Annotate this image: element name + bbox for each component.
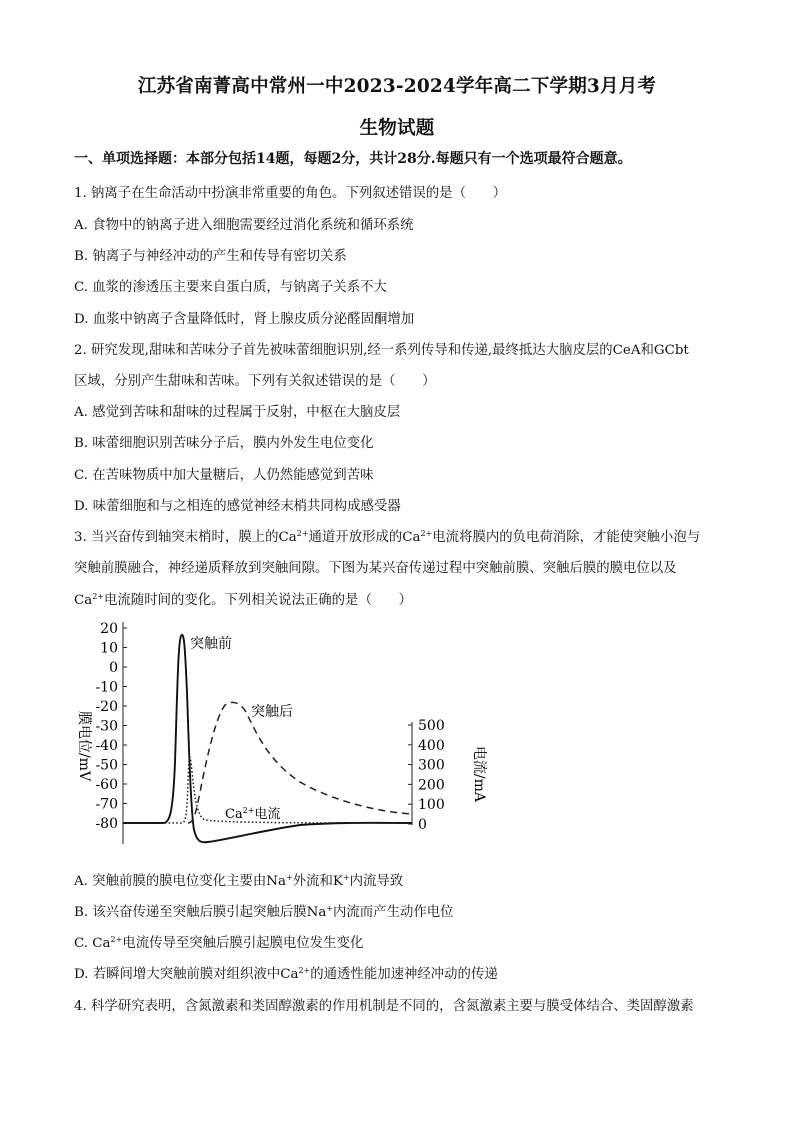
left-axis-tick-label: -10 — [95, 679, 118, 696]
label-presynaptic: 突触前 — [190, 636, 232, 652]
left-axis-tick-label: 0 — [109, 660, 118, 676]
right-axis-tick-label: 200 — [418, 777, 445, 794]
series-postsynaptic-line — [188, 702, 412, 823]
left-axis-label: 膜电位/mV — [76, 710, 92, 782]
q3-option-b: B. 该兴奋传递至突触后膜引起突触后膜Na+内流而产生动作电位 — [74, 904, 454, 920]
q1-option-c: C. 血浆的渗透压主要来自蛋白质，与钠离子关系不大 — [74, 280, 387, 295]
q3-option-a: A. 突触前膜的膜电位变化主要由Na+外流和K+内流导致 — [74, 873, 404, 889]
q2-stem-line2: 区域，分别产生甜味和苦味。下列有关叙述错误的是（ ） — [74, 374, 436, 389]
right-axis-label: 电流/mA — [471, 745, 487, 803]
section-heading: 一、单项选择题：本部分包括14题，每题2分，共计28分.每题只有一个选项最符合题意。 — [74, 151, 632, 167]
q3-option-d: D. 若瞬间增大突触前膜对组织液中$Ca^{2+}$的通透性能加速神经冲动的传递 — [74, 966, 498, 982]
q1-option-b: B. 钠离子与神经冲动的产生和传导有密切关系 — [74, 249, 347, 264]
q2-stem-line1: 2. 研究发现,甜味和苦味分子首先被味蕾细胞识别,经一系列传导和传递,最终抵达大脑皮层的CeA和GCbt — [74, 343, 689, 358]
exam-subtitle: 生物试题 — [359, 118, 435, 139]
left-axis-tick-label: -50 — [95, 757, 118, 774]
right-axis-tick-label: 0 — [418, 817, 427, 833]
left-axis-tick-label: -60 — [95, 777, 118, 793]
q3-stem-line1: 3. 当兴奋传到轴突末梢时，膜上的$Ca^{2+}$通道开放形成的$Ca^{2+}$电流将膜内的负电荷消除，才能使突触小泡与 — [74, 529, 701, 545]
q4-stem-line1: 4. 科学研究表明，含氮激素和类固醇激素的作用机制是不同的，含氮激素主要与膜受体结合、类固醇激素 — [74, 999, 694, 1014]
q2-option-c: C. 在苦味物质中加大量糖后，人仍然能感觉到苦味 — [74, 468, 374, 483]
left-axis-tick-label: -30 — [95, 718, 118, 735]
exam-title: 江苏省南菁高中常州一中2023-2024学年高二下学期3月月考 — [137, 76, 657, 97]
label-ca-current: $Ca^{2+}$电流 — [225, 806, 281, 822]
membrane-potential-chart — [60, 612, 490, 860]
q2-option-b: B. 味蕾细胞识别苦味分子后，膜内外发生电位变化 — [74, 436, 374, 451]
left-axis-tick-label: 10 — [100, 640, 118, 657]
right-axis-tick-label: 400 — [418, 737, 445, 754]
left-axis-tick-label: -80 — [95, 816, 118, 832]
q1-stem: 1. 钠离子在生命活动中扮演非常重要的角色。下列叙述错误的是（ ） — [74, 186, 507, 201]
left-axis-tick-label: 20 — [100, 621, 118, 637]
right-axis-tick-label: 500 — [418, 718, 445, 734]
q2-option-d: D. 味蕾细胞和与之相连的感觉神经末梢共同构成感受器 — [74, 499, 401, 514]
left-axis-tick-label: -40 — [95, 738, 118, 754]
right-axis-tick-label: 100 — [418, 797, 445, 814]
left-axis-tick-label: -70 — [95, 796, 118, 813]
q3-option-c: C. $Ca^{2+}$电流传导至突触后膜引起膜电位发生变化 — [74, 935, 364, 951]
q3-stem-line3: $Ca^{2+}$电流随时间的变化。下列相关说法正确的是（ ） — [74, 592, 413, 608]
left-axis-tick-label: -20 — [95, 699, 118, 715]
q3-stem-line2: 突触前膜融合，神经递质释放到突触间隙。下图为某兴奋传递过程中突触前膜、突触后膜的膜电位以及 — [74, 561, 677, 576]
q1-option-a: A. 食物中的钠离子进入细胞需要经过消化系统和循环系统 — [74, 218, 414, 233]
label-postsynaptic: 突触后 — [251, 704, 293, 720]
q1-option-d: D. 血浆中钠离子含量降低时，肾上腺皮质分泌醛固酮增加 — [74, 312, 415, 327]
membrane-potential-figure — [60, 612, 490, 864]
right-axis-tick-label: 300 — [418, 757, 445, 774]
q2-option-a: A. 感觉到苦味和甜味的过程属于反射，中枢在大脑皮层 — [74, 405, 401, 420]
